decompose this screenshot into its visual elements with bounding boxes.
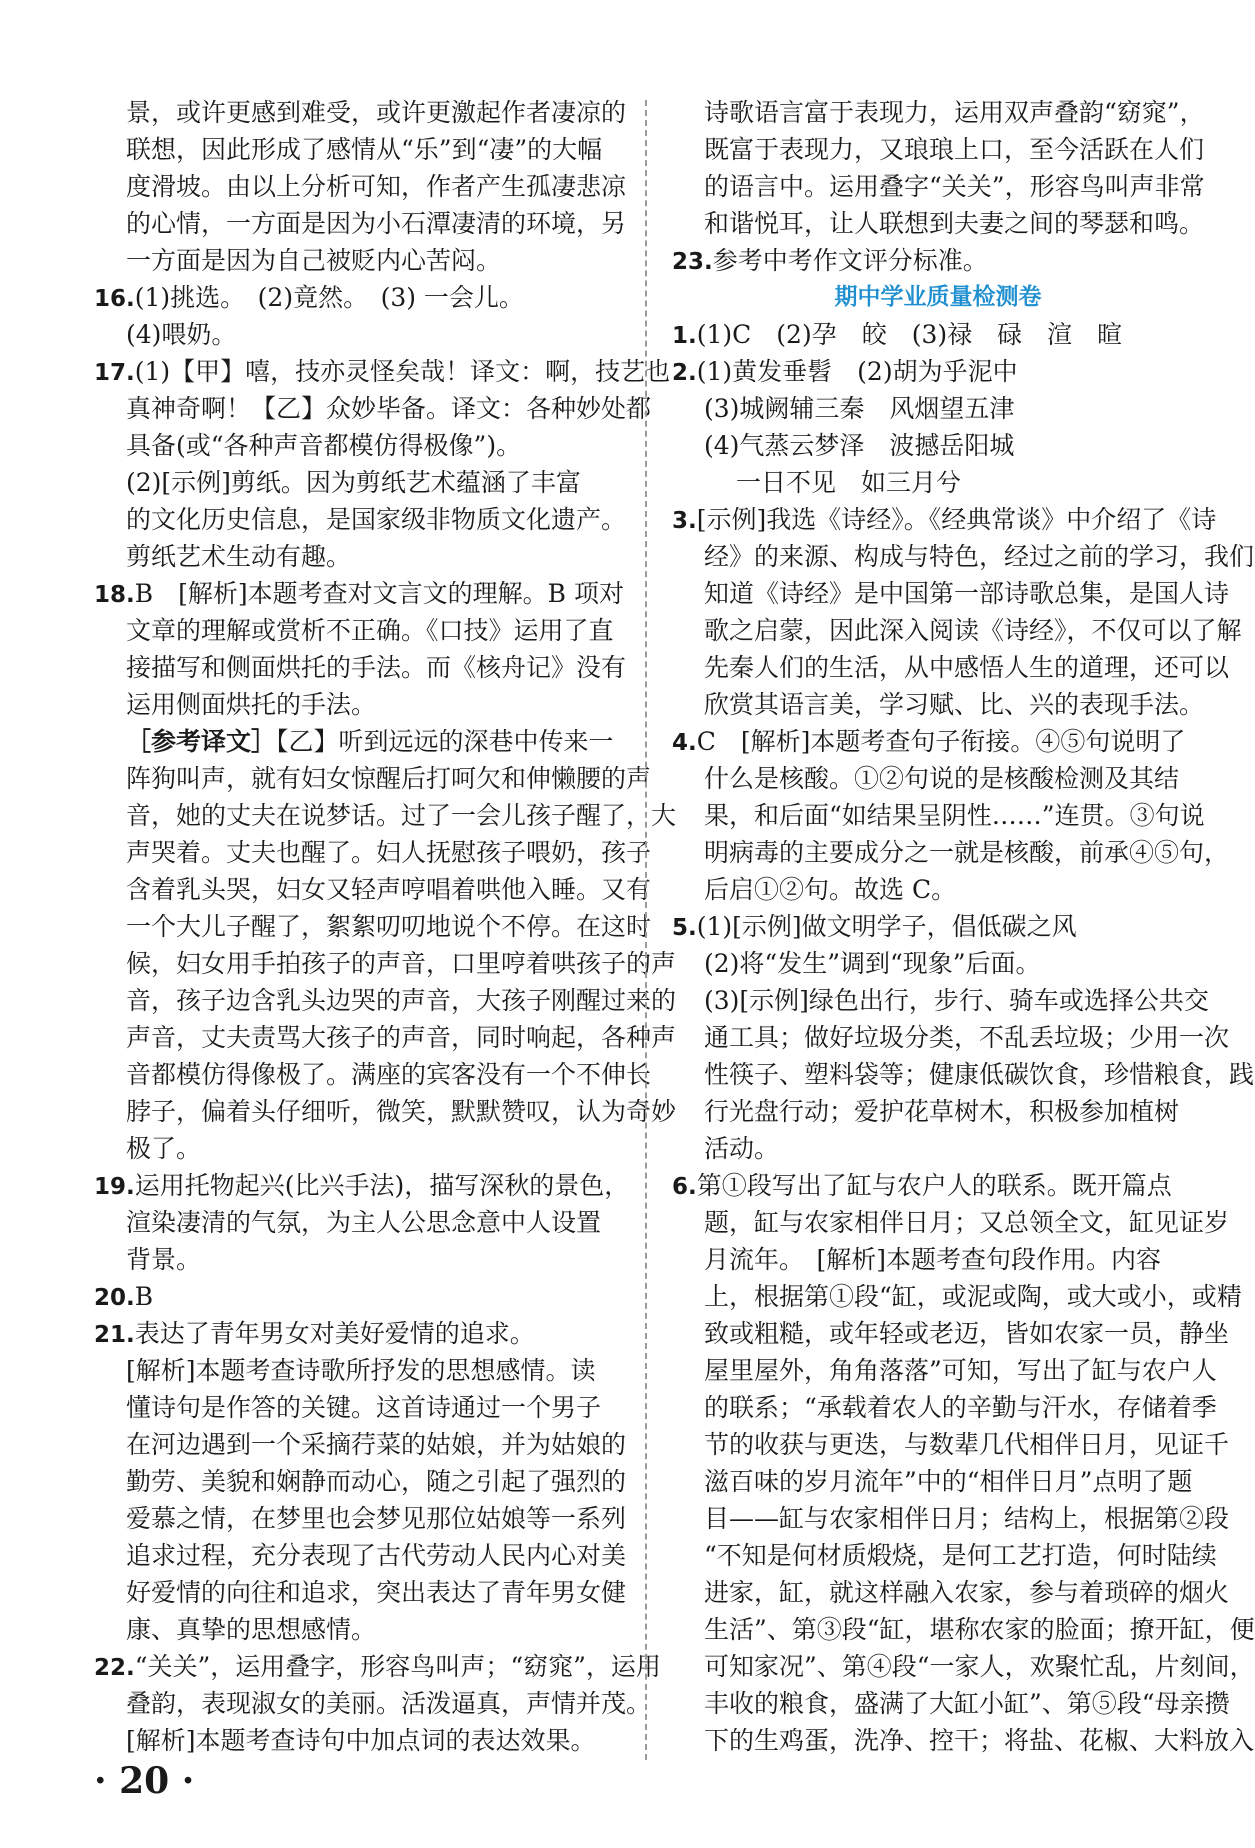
line-text: 目——缸与农家相伴日月；结构上，根据第②段 <box>704 1504 1230 1533</box>
text-line <box>94 834 652 871</box>
line-text: 的语言中。运用叠字“关关”，形容鸟叫声非常 <box>704 172 1205 201</box>
text-line <box>94 945 677 982</box>
text-line <box>672 1500 1230 1537</box>
line-text: 先秦人们的生活，从中感悟人生的道理，还可以 <box>704 653 1230 682</box>
text-line <box>94 1167 630 1204</box>
line-text: 音，孩子边含乳头边哭的声音，大孩子刚醒过来的 <box>126 986 677 1015</box>
line-text: 丰收的粮食，盛满了大缸小缸”、第⑤段“母亲攒 <box>704 1689 1230 1718</box>
text-line <box>672 982 1209 1019</box>
line-text: 题，缸与农家相伴日月；又总领全文，缸见证岁 <box>704 1208 1230 1237</box>
line-text: 什么是核酸。①②句说的是核酸检测及其结 <box>704 764 1180 793</box>
line-text: 极了。 <box>126 1134 202 1163</box>
text-line <box>94 1574 627 1611</box>
question-number: 1. <box>672 323 697 349</box>
line-text: 具备(或“各种声音都模仿得极像”)。 <box>126 431 522 460</box>
line-text: (3)城阙辅三秦 风烟望五津 <box>704 394 1015 423</box>
line-text: (2)将“发生”调到“现象”后面。 <box>704 949 1041 978</box>
section-title: 期中学业质量检测卷 <box>834 284 1042 310</box>
line-text: [示例]我选《诗经》。《经典常谈》中介绍了《诗 <box>696 505 1217 534</box>
question-number: 22. <box>94 1655 135 1681</box>
text-line <box>672 94 1204 131</box>
line-text: (1)【甲】嘻，技亦灵怪矣哉！译文：啊，技艺也 <box>134 357 671 386</box>
line-text: 爱慕之情，在梦里也会梦见那位姑娘等一系列 <box>126 1504 627 1533</box>
question-number: 17. <box>94 360 135 386</box>
text-line <box>672 686 1204 723</box>
line-text: [解析]本题考查诗歌所抒发的思想感情。读 <box>126 1356 596 1385</box>
line-text: 声音，丈夫责骂大孩子的声音，同时响起，各种声 <box>126 1023 677 1052</box>
left-column <box>94 94 677 1759</box>
text-line <box>672 1019 1230 1056</box>
line-text: 好爱情的向往和追求，突出表达了青年男女健 <box>126 1578 627 1607</box>
text-line <box>94 723 621 760</box>
text-line <box>94 242 621 279</box>
line-text: 屋里屋外，角角落落”可知，写出了缸与农户人 <box>704 1356 1217 1385</box>
text-line <box>672 427 1204 464</box>
line-text: 致或粗糙，或年轻或老迈，皆如农家一员，静坐 <box>704 1319 1230 1348</box>
text-line <box>94 686 621 723</box>
text-line <box>672 353 1204 390</box>
text-line <box>94 1537 627 1574</box>
text-line <box>94 1611 621 1648</box>
line-text: 后启①②句。故选 C。 <box>704 875 957 904</box>
question-number: 23. <box>672 249 713 275</box>
text-line <box>672 205 1204 242</box>
line-text: 联想，因此形成了感情从“乐”到“凄”的大幅 <box>126 135 603 164</box>
line-text: 经》的来源、构成与特色，经过之前的学习，我们 <box>704 542 1255 571</box>
line-text: “不知是何材质煅烧，是何工艺打造，何时陆续 <box>704 1541 1217 1570</box>
question-number: 16. <box>94 286 135 312</box>
text-line <box>94 1463 627 1500</box>
text-line <box>672 1574 1230 1611</box>
text-line <box>94 908 652 945</box>
line-text: 一方面是因为自己被贬内心苦闷。 <box>126 246 502 275</box>
line-text: (4)气蒸云梦泽 波撼岳阳城 <box>704 431 1015 460</box>
text-line <box>672 390 1204 427</box>
line-text: (4)喂奶。 <box>126 320 237 349</box>
text-line <box>672 1352 1217 1389</box>
text-line <box>94 427 621 464</box>
line-text: (1)黄发垂髫 (2)胡为乎泥中 <box>696 357 1018 386</box>
line-text: C [解析]本题考查句子衔接。④⑤句说明了 <box>696 727 1186 756</box>
text-line <box>672 1241 1204 1278</box>
line-text: 接描写和侧面烘托的手法。而《核舟记》没有 <box>126 653 627 682</box>
text-line <box>672 871 1204 908</box>
text-line <box>94 279 621 316</box>
line-text: 一个大儿子醒了，絮絮叨叨地说个不停。在这时 <box>126 912 652 941</box>
line-text: 月流年。 [解析]本题考查句段作用。内容 <box>704 1245 1162 1274</box>
text-line <box>672 168 1204 205</box>
text-line <box>672 131 1204 168</box>
line-text: 的文化历史信息，是国家级非物质文化遗产。 <box>126 505 627 534</box>
text-line <box>94 390 652 427</box>
text-line <box>94 1093 677 1130</box>
line-text: 运用托物起兴(比兴手法)，描写深秋的景色， <box>134 1171 630 1200</box>
line-text: 懂诗句是作答的关键。这首诗通过一个男子 <box>126 1393 602 1422</box>
text-line <box>94 316 621 353</box>
line-text: [解析]本题考查诗句中加点词的表达效果。 <box>126 1726 596 1755</box>
column-divider <box>645 100 647 1760</box>
line-text: 音都模仿得像极了。满座的宾客没有一个不伸长 <box>126 1060 652 1089</box>
text-line <box>94 982 677 1019</box>
text-line <box>94 131 621 168</box>
line-text: 进家，缸，就这样融入农家，参与着琐碎的烟火 <box>704 1578 1230 1607</box>
text-line <box>672 1722 1255 1759</box>
question-number: 6. <box>672 1174 697 1200</box>
text-line <box>672 945 1204 982</box>
text-line <box>94 1056 652 1093</box>
text-line <box>672 1204 1230 1241</box>
text-line <box>94 353 671 390</box>
text-line <box>94 1019 677 1056</box>
text-line <box>94 1278 621 1315</box>
text-line <box>672 760 1204 797</box>
line-text: 文章的理解或赏析不正确。《口技》运用了直 <box>126 616 614 645</box>
line-text: 明病毒的主要成分之一就是核酸，前承④⑤句， <box>704 838 1230 867</box>
line-text: 叠韵，表现淑女的美丽。活泼逼真，声情并茂。 <box>126 1689 652 1718</box>
text-line <box>672 1278 1242 1315</box>
line-text: 剪纸艺术生动有趣。 <box>126 542 352 571</box>
line-text: 追求过程，充分表现了古代劳动人民内心对美 <box>126 1541 627 1570</box>
line-text: 歌之启蒙，因此深入阅读《诗经》，不仅可以了解 <box>704 616 1242 645</box>
text-line <box>672 538 1255 575</box>
text-line <box>672 242 1204 279</box>
line-text: 可知家况”、第④段“一家人，欢聚忙乱，片刻间， <box>704 1652 1255 1681</box>
text-line <box>94 1315 621 1352</box>
text-line <box>672 1167 1204 1204</box>
line-text: 诗歌语言富于表现力，运用双声叠韵“窈窕”， <box>704 98 1205 127</box>
line-text: 音，她的丈夫在说梦话。过了一会儿孩子醒了，大 <box>126 801 677 830</box>
question-number: 4. <box>672 730 697 756</box>
line-text: 知道《诗经》是中国第一部诗歌总集，是国人诗 <box>704 579 1230 608</box>
line-text: “关关”，运用叠字，形容鸟叫声；“窈窕”，运用 <box>134 1652 661 1681</box>
line-text: 的联系；“承载着农人的辛勤与汗水，存储着季 <box>704 1393 1217 1422</box>
text-line <box>94 1426 627 1463</box>
line-text: 行光盘行动；爱护花草树木，积极参加植树 <box>704 1097 1180 1126</box>
text-line <box>94 94 627 131</box>
text-line <box>672 649 1230 686</box>
right-column <box>672 94 1255 1759</box>
line-text: 【乙】听到远远的深巷中传来一 <box>276 727 614 756</box>
text-line <box>672 908 1204 945</box>
line-text: 一日不见 如三月兮 <box>736 468 962 497</box>
line-text: 参考中考作文评分标准。 <box>712 246 988 275</box>
line-text: 康、真挚的思想感情。 <box>126 1615 377 1644</box>
line-text: 节的收获与更迭，与数辈几代相伴日月，见证千 <box>704 1430 1230 1459</box>
line-text: B <box>134 1282 154 1311</box>
line-text: 阵狗叫声，就有妇女惊醒后打呵欠和伸懒腰的声 <box>126 764 652 793</box>
text-line <box>672 1130 1204 1167</box>
text-line <box>94 760 652 797</box>
line-text: 表达了青年男女对美好爱情的追求。 <box>134 1319 535 1348</box>
text-line <box>672 464 1204 501</box>
text-line <box>672 723 1204 760</box>
line-text: 候，妇女用手拍孩子的声音，口里哼着哄孩子的声 <box>126 949 677 978</box>
line-text: 第①段写出了缸与农户人的联系。既开篇点 <box>696 1171 1172 1200</box>
line-text: 运用侧面烘托的手法。 <box>126 690 377 719</box>
text-line <box>672 1648 1255 1685</box>
text-line <box>672 797 1204 834</box>
text-line <box>94 501 627 538</box>
text-line <box>94 205 627 242</box>
line-text: 背景。 <box>126 1245 202 1274</box>
line-text: 生活”、第③段“缸，堪称农家的脸面；撩开缸，便 <box>704 1615 1255 1644</box>
text-line <box>94 1204 621 1241</box>
line-text: (1)挑选。 (2)竟然。 (3) 一会儿。 <box>134 283 524 312</box>
text-line <box>94 1648 661 1685</box>
question-number: 18. <box>94 582 135 608</box>
question-number: 21. <box>94 1322 135 1348</box>
line-text: 果，和后面“如结果呈阴性……”连贯。③句说 <box>704 801 1205 830</box>
line-text: 下的生鸡蛋，洗净、控干；将盐、花椒、大料放入 <box>704 1726 1255 1755</box>
line-text: 滋百味的岁月流年”中的“相伴日月”点明了题 <box>704 1467 1193 1496</box>
line-text: 声哭着。丈夫也醒了。妇人抚慰孩子喂奶，孩子 <box>126 838 652 867</box>
question-number: 2. <box>672 360 697 386</box>
text-line <box>94 649 627 686</box>
line-text: 含着乳头哭，妇女又轻声哼唱着哄他入睡。又有 <box>126 875 652 904</box>
text-line <box>94 612 621 649</box>
line-text: 在河边遇到一个采摘荇菜的姑娘，并为姑娘的 <box>126 1430 627 1459</box>
text-line <box>94 464 621 501</box>
line-text: 勤劳、美貌和娴静而动心，随之引起了强烈的 <box>126 1467 627 1496</box>
line-text: 的心情，一方面是因为小石潭凄清的环境，另 <box>126 209 627 238</box>
line-text: (1)[示例]做文明学子，倡低碳之风 <box>696 912 1077 941</box>
text-line <box>672 612 1242 649</box>
line-text: 性筷子、塑料袋等；健康低碳饮食，珍惜粮食，践 <box>704 1060 1255 1089</box>
line-text: (3)[示例]绿色出行，步行、骑车或选择公共交 <box>704 986 1209 1015</box>
question-number: 20. <box>94 1285 135 1311</box>
line-text: 上，根据第①段“缸，或泥或陶，或大或小，或精 <box>704 1282 1242 1311</box>
line-text: 欣赏其语言美，学习赋、比、兴的表现手法。 <box>704 690 1205 719</box>
text-line <box>672 1389 1217 1426</box>
line-text: (1)C (2)孕 皎 (3)禄 碌 渲 暄 <box>696 320 1123 349</box>
line-text: B [解析]本题考查对文言文的理解。B 项对 <box>134 579 624 608</box>
text-line <box>94 1352 621 1389</box>
text-line <box>672 501 1217 538</box>
text-line <box>94 1500 627 1537</box>
text-line <box>94 538 621 575</box>
line-text: 活动。 <box>704 1134 780 1163</box>
text-line <box>672 316 1204 353</box>
text-line <box>94 1389 621 1426</box>
line-text: (2)[示例]剪纸。因为剪纸艺术蕴涵了丰富 <box>126 468 581 497</box>
text-line <box>672 1463 1204 1500</box>
line-text: 和谐悦耳，让人联想到夫妻之间的琴瑟和鸣。 <box>704 209 1205 238</box>
text-line <box>672 1056 1255 1093</box>
text-line <box>672 1315 1230 1352</box>
line-text: 度滑坡。由以上分析可知，作者产生孤凄悲凉 <box>126 172 627 201</box>
question-number: 3. <box>672 508 697 534</box>
text-line <box>94 797 677 834</box>
bold-label: ［参考译文］ <box>126 727 277 756</box>
line-text: 景，或许更感到难受，或许更激起作者凄凉的 <box>126 98 627 127</box>
line-text: 既富于表现力，又琅琅上口，至今活跃在人们 <box>704 135 1205 164</box>
text-line <box>94 575 624 612</box>
line-text: 脖子，偏着头仔细听，微笑，默默赞叹，认为奇妙 <box>126 1097 677 1126</box>
text-line <box>94 168 627 205</box>
text-line <box>672 1611 1255 1648</box>
text-line <box>94 1722 621 1759</box>
text-line <box>672 575 1230 612</box>
page-number: · 20 · <box>94 1760 195 1802</box>
text-line <box>94 1130 621 1167</box>
text-line <box>94 871 652 908</box>
text-line <box>672 1685 1230 1722</box>
text-line <box>94 1241 621 1278</box>
question-number: 19. <box>94 1174 135 1200</box>
text-line <box>672 1537 1217 1574</box>
line-text: 通工具；做好垃圾分类，不乱丢垃圾；少用一次 <box>704 1023 1230 1052</box>
text-line <box>672 1093 1204 1130</box>
text-line <box>672 834 1230 871</box>
text-line <box>94 1685 652 1722</box>
line-text: 渲染凄清的气氛，为主人公思念意中人设置 <box>126 1208 602 1237</box>
line-text: 真神奇啊！【乙】众妙毕备。译文：各种妙处都 <box>126 394 652 423</box>
text-line <box>672 1426 1230 1463</box>
question-number: 5. <box>672 915 697 941</box>
